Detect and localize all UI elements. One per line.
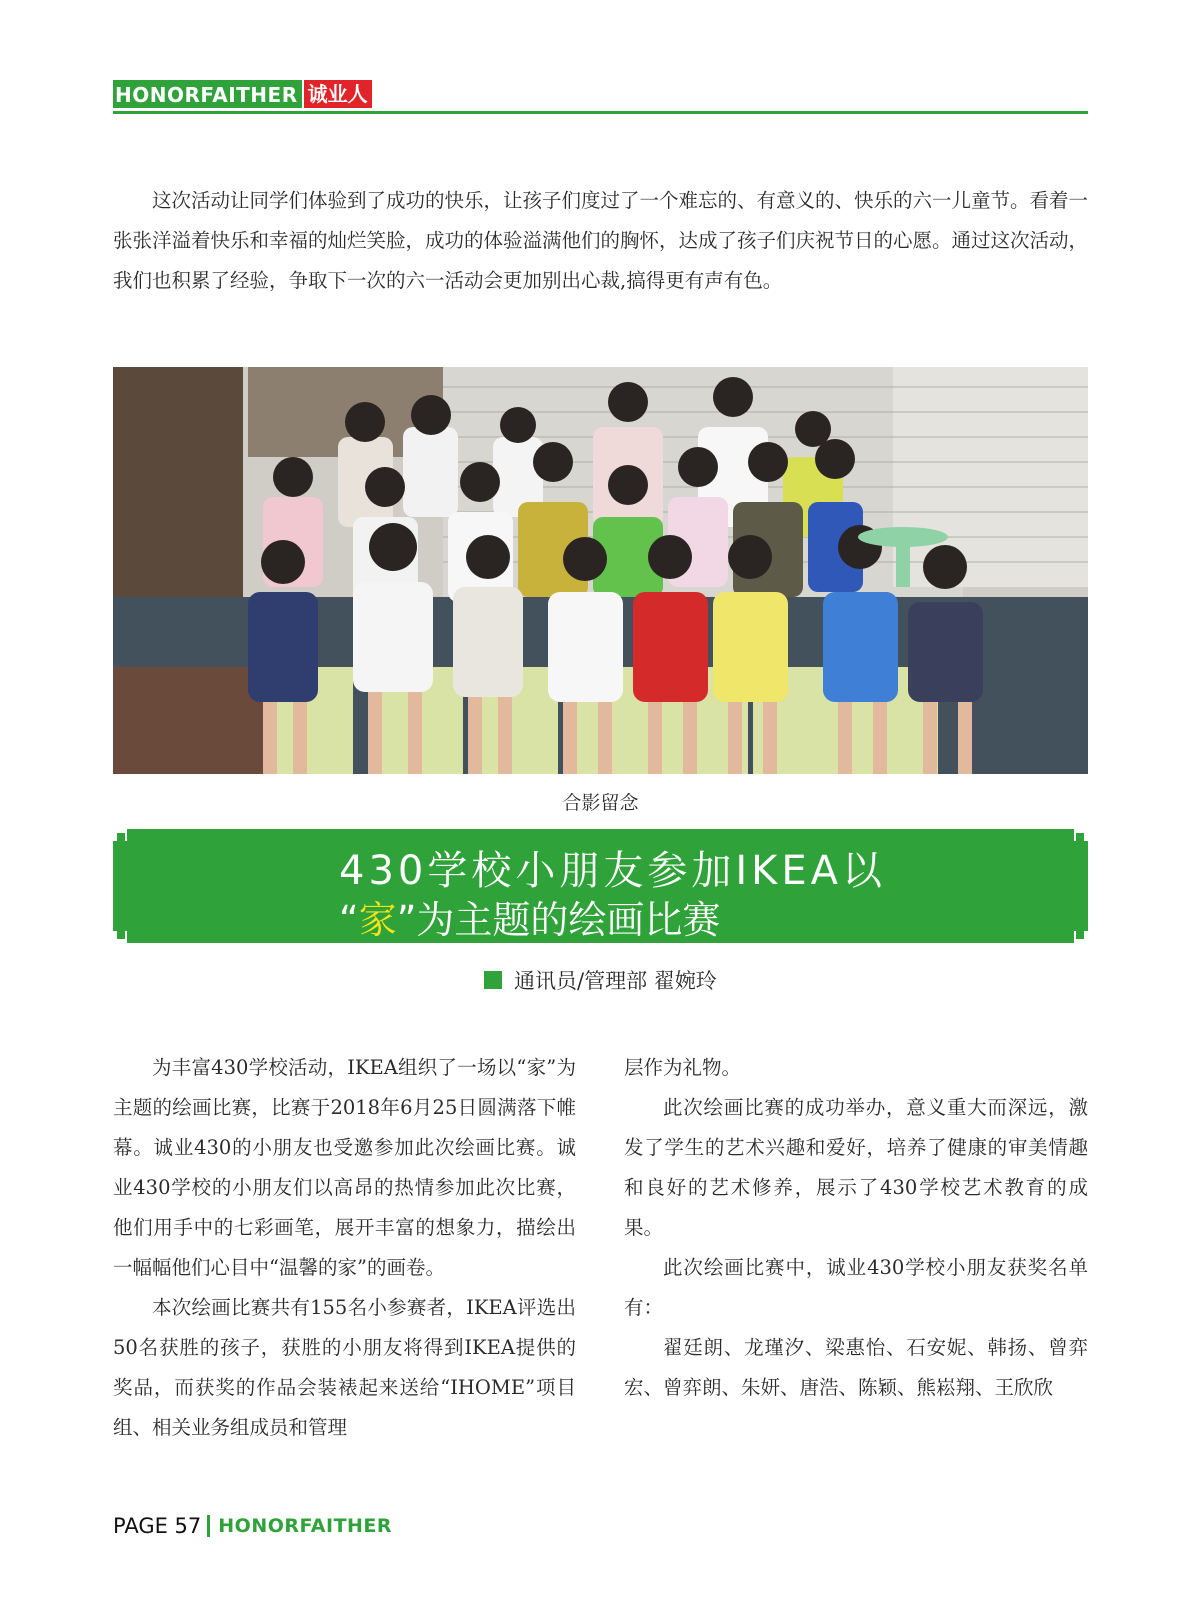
brand-logo-en: HONORFAITHER	[113, 80, 302, 108]
footer-brand: HONORFAITHER	[218, 1515, 393, 1537]
group-photo-illustration	[113, 367, 1088, 774]
left-column	[113, 1048, 576, 1448]
winners-list: 翟廷朗、龙瑾汐、梁惠怡、石安妮、韩扬、曾弈宏、曾弈朗、朱妍、唐浩、陈颖、熊崧翔、王欣欣	[624, 1336, 1088, 1399]
footer-divider	[207, 1515, 210, 1537]
quote-open: “	[339, 898, 359, 942]
body-paragraph: 本次绘画比赛共有155名小参赛者，IKEA评选出50名获胜的孩子，获胜的小朋友将得到IKEA提供的奖品，而获奖的作品会装裱起来送给“IHOME”项目组、相关业务组成员和管理	[113, 1296, 576, 1439]
body-paragraph: 此次绘画比赛的成功举办，意义重大而深远，激发了学生的艺术兴趣和爱好，培养了健康的审美情趣和良好的艺术修养，展示了430学校艺术教育的成果。	[624, 1096, 1088, 1239]
byline-square-icon	[484, 971, 502, 989]
body-paragraph: 为丰富430学校活动，IKEA组织了一场以“家”为主题的绘画比赛，比赛于2018年6月25日圆满落下帷幕。诚业430的小朋友也受邀参加此次绘画比赛。诚业430学校的小朋友们以高昂的热情参加此次比赛，他们用手中的七彩画笔，展开丰富的想象力，描绘出一幅幅他们心目中“温馨的家”的画卷。	[113, 1056, 576, 1279]
title-highlight: 家	[358, 898, 397, 942]
brand-logo-cn: 诚业人	[304, 80, 372, 108]
byline-text: 通讯员/管理部 翟婉玲	[514, 969, 717, 993]
body-paragraph: 此次绘画比赛中，诚业430学校小朋友获奖名单有：	[624, 1256, 1088, 1319]
byline	[484, 965, 717, 995]
intro-paragraph: 这次活动让同学们体验到了成功的快乐，让孩子们度过了一个难忘的、有意义的、快乐的六一儿童节。看着一张张洋溢着快乐和幸福的灿烂笑脸，成功的体验溢满他们的胸怀，达成了孩子们庆祝节日的心愿。通过这次活动，我们也积累了经验，争取下一次的六一活动会更加别出心裁,搞得更有声有色。	[113, 189, 1089, 292]
header-divider	[113, 111, 1088, 114]
article-title-line1: 430学校小朋友参加IKEA以	[339, 848, 887, 894]
article-title-banner	[113, 829, 1088, 943]
photo-caption: 合影留念	[562, 792, 639, 814]
page-footer	[113, 1514, 392, 1538]
header-brand	[113, 80, 372, 108]
body-paragraph-continued: 层作为礼物。	[624, 1056, 742, 1079]
page-number: PAGE 57	[113, 1514, 202, 1538]
quote-close: ”	[396, 898, 417, 942]
right-column	[624, 1048, 1088, 1408]
article-title-line2	[339, 889, 720, 944]
group-photo	[113, 367, 1088, 774]
title-rest: 为主题的绘画比赛	[416, 898, 721, 942]
